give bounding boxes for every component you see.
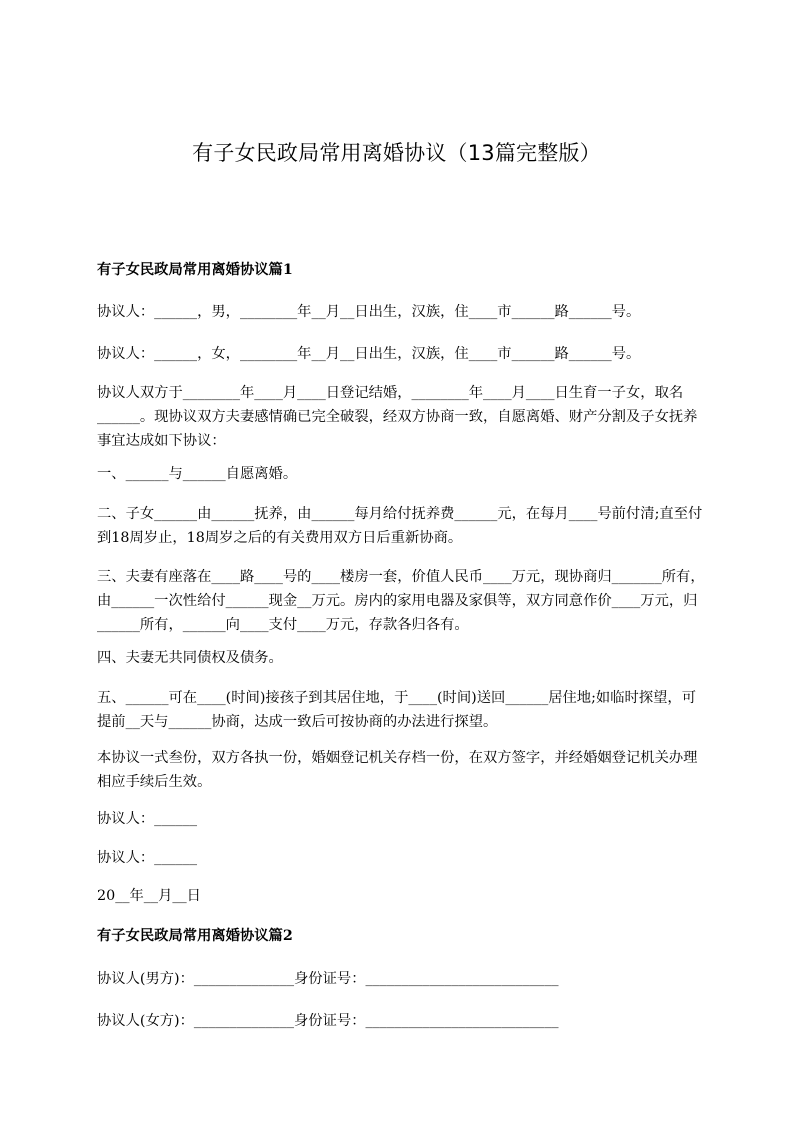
signature-line-2: 协议人：______: [97, 850, 198, 866]
section-2-heading: 有子女民政局常用离婚协议篇2: [97, 928, 293, 944]
clause-2-paragraph: 二、子女______由______抚养，由______每月给付抚养费______元，在每月____号前付清;直至付到18周岁止，18周岁之后的有关费用双方日后重新协商。: [97, 506, 703, 546]
clause-3-paragraph: 三、夫妻有座落在____路____号的____楼房一套，价值人民币____万元，现协商归_______所有，由______一次性给付______现金__万元。房内的家用电器及家俱等，双方同意作价____万元，归______所有，______向____支付____万元，存款各归各有。: [97, 569, 705, 633]
party-2-paragraph: 协议人：______，女，________年__月__日出生，汉族，住____市______路______号。: [97, 346, 641, 362]
male-party-line: 协议人(男方)：______________身份证号：___________________________: [97, 971, 559, 987]
clause-4-paragraph: 四、夫妻无共同债权及债务。: [97, 650, 283, 666]
clause-5-paragraph: 五、______可在____(时间)接孩子到其居住地，于____(时间)送回______居住地;如临时探望，可提前__天与______协商，达成一致后可按协商的办法进行探望。: [97, 690, 696, 730]
date-line: 20__年__月__日: [97, 888, 201, 904]
signature-line-1: 协议人：______: [97, 811, 198, 827]
copies-paragraph: 本协议一式叁份，双方各执一份，婚姻登记机关存档一份，在双方签字，并经婚姻登记机关办理相应手续后生效。: [97, 750, 698, 790]
document-title: 有子女民政局常用离婚协议（13篇完整版）: [192, 141, 601, 165]
party-1-paragraph: 协议人：______，男，________年__月__日出生，汉族，住____市______路______号。: [97, 304, 641, 320]
female-party-line: 协议人(女方)：______________身份证号：___________________________: [97, 1013, 559, 1029]
intro-paragraph: 协议人双方于________年____月____日登记结婚，________年____月____日生育一子女，取名______。现协议双方夫妻感情确已完全破裂，经双方协商一致，自愿离婚、财产分割及子女抚养事宜达成如下协议：: [97, 385, 698, 449]
section-1-heading: 有子女民政局常用离婚协议篇1: [97, 262, 293, 278]
clause-1-paragraph: 一、______与______自愿离婚。: [97, 466, 298, 482]
